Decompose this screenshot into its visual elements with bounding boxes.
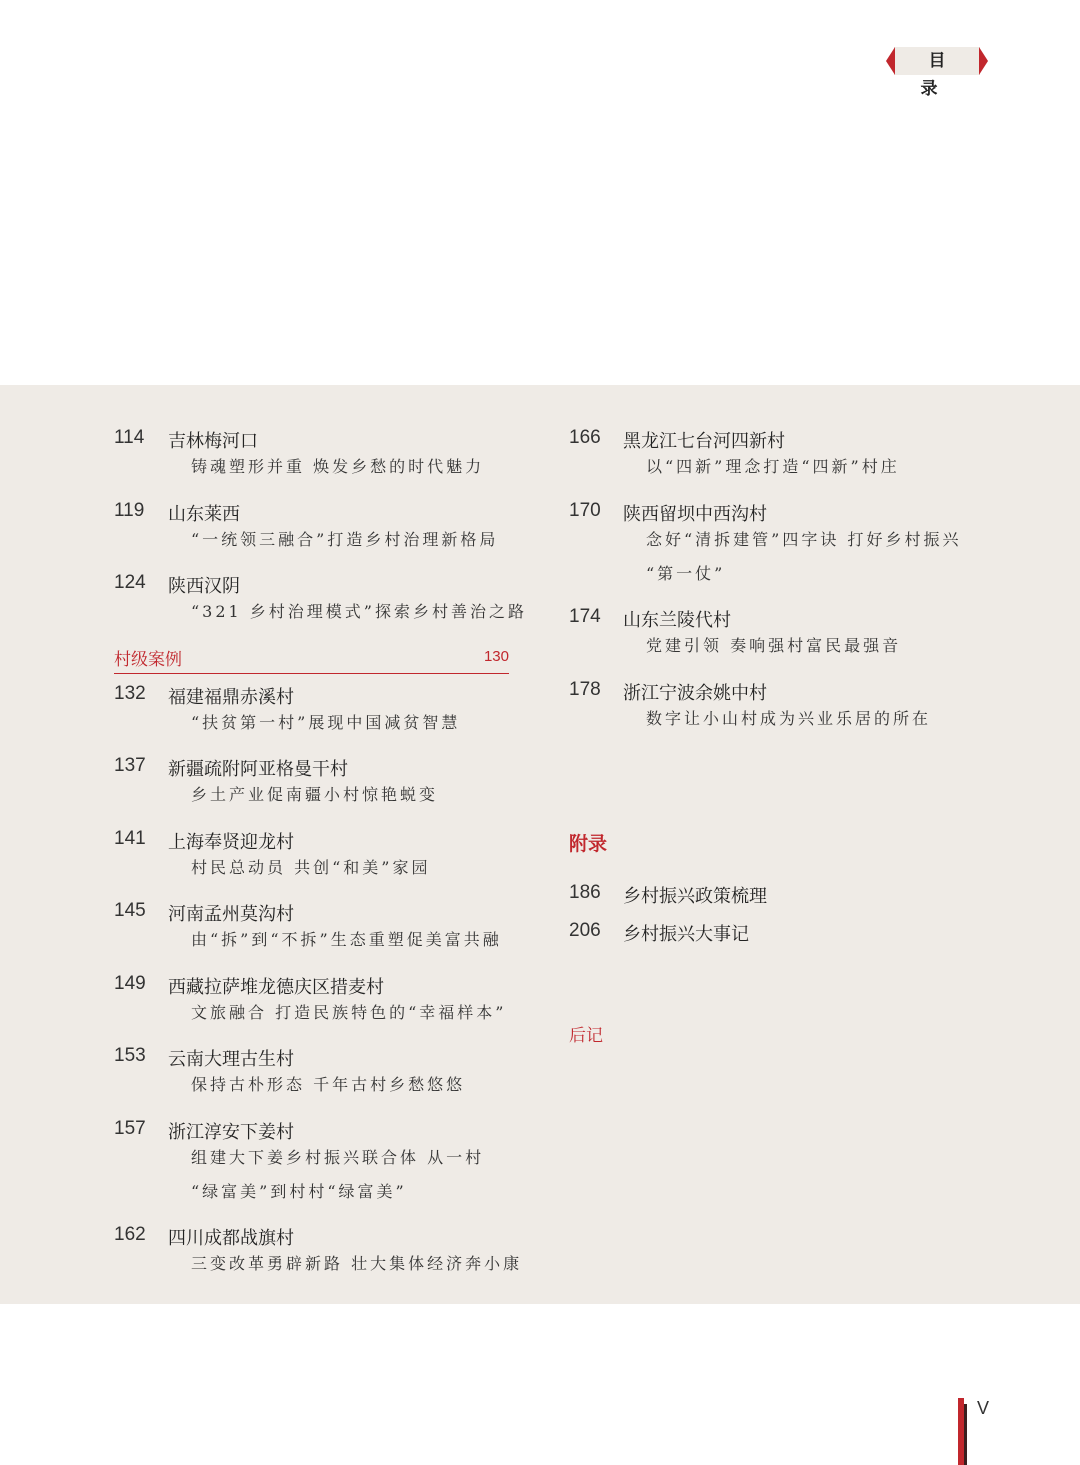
entry-page: 170 (569, 500, 601, 521)
entry-subtitle: 以“四新”理念打造“四新”村庄 (646, 457, 900, 476)
entry-page: 141 (114, 828, 146, 849)
entry-title: 黑龙江七台河四新村 (623, 431, 785, 452)
page-marker-dark-bar (964, 1404, 967, 1465)
entry-title: 福建福鼎赤溪村 (168, 687, 294, 708)
entry-subtitle: 党建引领 奏响强村富民最强音 (646, 636, 902, 655)
entry-title: 山东兰陵代村 (623, 610, 731, 631)
entry-subtitle: 由“拆”到“不拆”生态重塑促美富共融 (191, 930, 502, 949)
toc-panel (0, 385, 1080, 1304)
entry-title: 山东莱西 (168, 504, 240, 525)
page-marker (958, 1398, 967, 1465)
entry-subtitle: 数字让小山村成为兴业乐居的所在 (646, 709, 932, 728)
entry-subtitle: 文旅融合 打造民族特色的“幸福样本” (191, 1003, 507, 1022)
entry-page: 114 (114, 427, 145, 448)
entry-title: 吉林梅河口 (168, 431, 258, 452)
entry-title: 云南大理古生村 (168, 1049, 294, 1070)
entry-page: 119 (114, 500, 145, 521)
entry-page: 206 (569, 920, 601, 941)
entry-subtitle: “一统领三融合”打造乡村治理新格局 (191, 530, 499, 549)
entry-title: 西藏拉萨堆龙德庆区措麦村 (168, 977, 384, 998)
entry-title: 乡村振兴大事记 (623, 924, 749, 945)
entry-title: 四川成都战旗村 (168, 1228, 294, 1249)
entry-page: 132 (114, 683, 146, 704)
toc-header-tag (886, 47, 988, 99)
entry-page: 124 (114, 572, 146, 593)
entry-title: 河南孟州莫沟村 (168, 904, 294, 925)
page-number: V (977, 1398, 990, 1418)
entry-title: 陕西留坝中西沟村 (623, 504, 767, 525)
entry-page: 162 (114, 1224, 146, 1245)
entry-subtitle: 乡土产业促南疆小村惊艳蜕变 (191, 785, 439, 804)
entry-subtitle: 组建大下姜乡村振兴联合体 从一村 (191, 1148, 485, 1167)
entry-page: 153 (114, 1045, 146, 1066)
entry-subtitle: 念好“清拆建管”四字诀 打好乡村振兴 (646, 530, 962, 549)
entry-page: 174 (569, 606, 601, 627)
entry-subtitle-continued: “第一仗” (646, 564, 726, 583)
appendix-title[interactable]: 附录 (569, 833, 608, 855)
entry-page: 149 (114, 973, 146, 994)
entry-page: 166 (569, 427, 601, 448)
entry-title: 陕西汉阴 (168, 576, 240, 597)
afterword-link[interactable]: 后记 (569, 1026, 603, 1046)
entry-subtitle-continued: “绿富美”到村村“绿富美” (191, 1182, 407, 1201)
entry-title: 浙江淳安下姜村 (168, 1122, 294, 1143)
entry-subtitle: 保持古朴形态 千年古村乡愁悠悠 (191, 1075, 466, 1094)
entry-title: 浙江宁波余姚中村 (623, 683, 767, 704)
entry-page: 145 (114, 900, 146, 921)
entry-subtitle: 铸魂塑形并重 焕发乡愁的时代魅力 (191, 457, 485, 476)
entry-title: 上海奉贤迎龙村 (168, 832, 294, 853)
section-page: 130 (483, 648, 509, 665)
entry-page: 137 (114, 755, 146, 776)
entry-title: 新疆疏附阿亚格曼干村 (168, 759, 348, 780)
entry-subtitle: 村民总动员 共创“和美”家园 (191, 858, 431, 877)
entry-title: 乡村振兴政策梳理 (623, 886, 767, 907)
entry-subtitle: 三变改革勇辟新路 壮大集体经济奔小康 (191, 1254, 523, 1273)
entry-page: 157 (114, 1118, 146, 1139)
entry-subtitle: “扶贫第一村”展现中国减贫智慧 (191, 713, 461, 732)
section-title: 村级案例 (114, 650, 182, 670)
entry-subtitle: “321 乡村治理模式”探索乡村善治之路 (191, 602, 527, 621)
entry-page: 186 (569, 882, 601, 903)
section-header-village-cases[interactable] (114, 643, 509, 674)
entry-page: 178 (569, 679, 601, 700)
toc-label: 目 录 (920, 51, 962, 99)
